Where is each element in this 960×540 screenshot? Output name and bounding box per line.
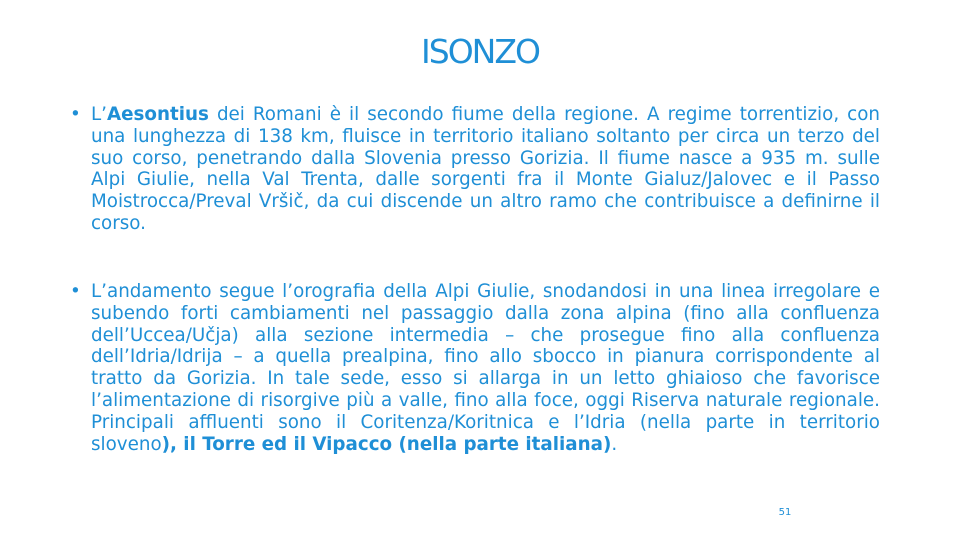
bold-text-run: ), il Torre ed il Vipacco (nella parte italiana)	[161, 433, 612, 455]
bullet-paragraph-1	[70, 104, 880, 235]
bold-text-run: Aesontius	[107, 104, 209, 125]
paragraph-text	[91, 281, 880, 455]
text-run: L’andamento segue l’orografia della Alpi Giulie, snodandosi in una linea irregolare e subendo forti cambiamenti nel passaggio dalla zona alpina (fino alla confluenza dell’Uccea/Učja) alla sezione intermedia – che prosegue fino alla confluenza dell’Idria/Idrija – a quella prealpina, fino allo sbocco in pianura corrispondente al tratto da Gorizia. In tale sede, esso si allarga in un letto ghiaioso che favorisce l’alimentazione di risorgive più a valle, fino alla foce, oggi Riserva naturale regionale. Principali affluenti sono il Coritenza/Koritnica e l’Idria (nella parte in territorio sloveno	[91, 281, 880, 455]
paragraph-text	[91, 104, 880, 235]
bullet-paragraph-2	[70, 281, 880, 455]
text-run: dei Romani è il secondo fiume della regione. A regime torrentizio, con una lunghezza di 138 km, fluisce in territorio italiano soltanto per circa un terzo del suo corso, penetrando dalla Slovenia presso Gorizia. Il fiume nasce a 935 m. sulle Alpi Giulie, nella Val Trenta, dalle sorgenti fra il Monte Gialuz/Jalovec e il Passo Moistrocca/Preval Vršič, da cui discende un altro ramo che contribuisce a definirne il corso.	[91, 104, 880, 234]
page-number: 51	[778, 507, 792, 518]
slide-title: ISONZO	[421, 32, 539, 71]
text-run: L’	[91, 104, 107, 125]
bullet-marker: •	[70, 281, 81, 302]
bullet-marker: •	[70, 104, 81, 125]
text-run: .	[611, 433, 618, 455]
